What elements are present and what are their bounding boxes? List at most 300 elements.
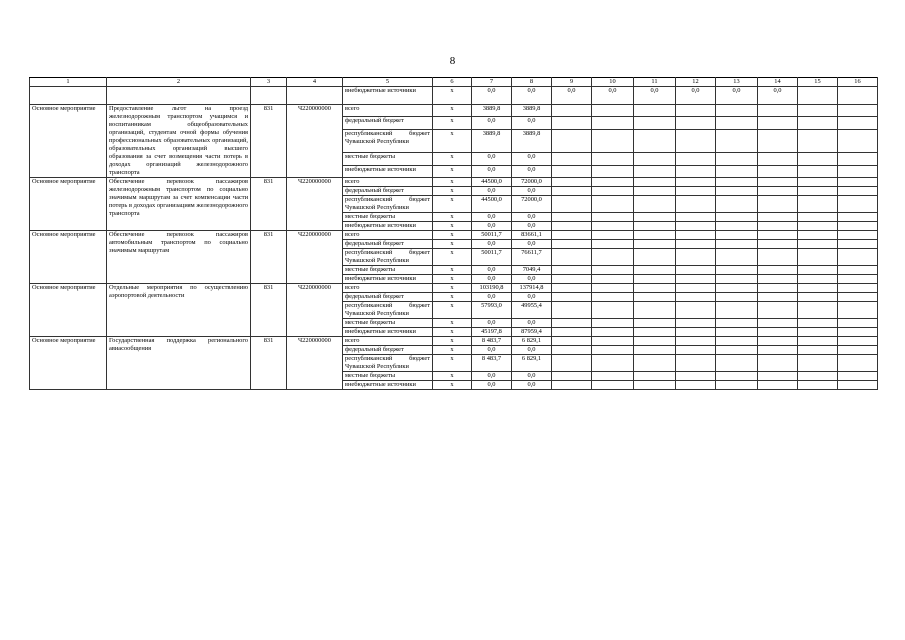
empty-cell [592, 319, 634, 328]
cell-x: x [433, 165, 472, 177]
empty-cell [592, 302, 634, 319]
value-cell: 0,0 [512, 346, 552, 355]
header-row [30, 78, 878, 87]
cell-x: x [433, 355, 472, 372]
empty-cell [592, 165, 634, 177]
empty-cell [676, 178, 716, 187]
value-cell: 0,0 [512, 153, 552, 165]
empty-cell [552, 337, 592, 346]
measure-name: Отдельные мероприятия по осуществлению аэропортовой деятельности [107, 284, 251, 337]
cell-x: x [433, 196, 472, 213]
empty-cell [676, 337, 716, 346]
empty-cell [552, 328, 592, 337]
empty-cell [552, 153, 592, 165]
empty-cell [798, 284, 838, 293]
column-header: 2 [107, 78, 251, 87]
empty-cell [798, 328, 838, 337]
funding-source: всего [343, 178, 433, 187]
empty-cell [716, 129, 758, 152]
column-header: 7 [472, 78, 512, 87]
cell-x: x [433, 284, 472, 293]
empty-cell [798, 165, 838, 177]
cell-x: x [433, 346, 472, 355]
table-row [30, 231, 878, 240]
table-body [30, 78, 878, 390]
empty-cell [592, 355, 634, 372]
empty-cell [676, 153, 716, 165]
cell-x: x [433, 117, 472, 129]
budget-code: Ч220000000 [287, 231, 343, 284]
funding-source: республиканский бюджет Чувашской Республики [343, 129, 433, 152]
empty-cell [798, 153, 838, 165]
table-row [30, 178, 878, 187]
value-cell: 8 483,7 [472, 355, 512, 372]
empty-cell [758, 196, 798, 213]
empty-cell [676, 117, 716, 129]
value-cell: 6 829,1 [512, 355, 552, 372]
empty-cell [838, 346, 878, 355]
empty-cell [838, 196, 878, 213]
cell-x: x [433, 213, 472, 222]
empty-cell [634, 284, 676, 293]
budget-code: Ч220000000 [287, 105, 343, 178]
empty-cell [552, 319, 592, 328]
empty-cell [798, 105, 838, 117]
empty-cell [592, 293, 634, 302]
value-cell: 3889,8 [512, 129, 552, 152]
empty-cell [676, 165, 716, 177]
empty-cell [798, 240, 838, 249]
value-cell: 8 483,7 [472, 337, 512, 346]
page-number: 8 [449, 55, 456, 67]
measure-name: Обеспечение перевозок пассажиров железнодорожным транспортом по социально значимым маршрутам за счет компенсации части потерь в доходах организациям железнодорожного транспорта [107, 178, 251, 231]
empty-cell [838, 302, 878, 319]
funding-source: местные бюджеты [343, 372, 433, 381]
empty-cell [838, 153, 878, 165]
empty-cell [716, 240, 758, 249]
empty-cell [592, 240, 634, 249]
empty-cell [634, 153, 676, 165]
table-row [30, 105, 878, 117]
value-cell: 45197,8 [472, 328, 512, 337]
measure-name: Государственная поддержка регионального авиасообщения [107, 337, 251, 390]
empty-cell [634, 328, 676, 337]
cell-x: x [433, 275, 472, 284]
value-cell [838, 87, 878, 105]
empty-cell [716, 187, 758, 196]
value-cell: 83661,1 [512, 231, 552, 240]
empty-cell [592, 275, 634, 284]
empty-cell [552, 293, 592, 302]
empty-cell [634, 275, 676, 284]
empty-cell [552, 284, 592, 293]
empty-cell [716, 337, 758, 346]
empty-cell [758, 249, 798, 266]
cell-x: x [433, 266, 472, 275]
column-header: 13 [716, 78, 758, 87]
value-cell: 0,0 [512, 213, 552, 222]
empty-cell [716, 153, 758, 165]
budget-code: Ч220000000 [287, 337, 343, 390]
empty-cell [676, 240, 716, 249]
empty-cell [798, 231, 838, 240]
empty-cell [552, 249, 592, 266]
empty-cell [798, 266, 838, 275]
funding-source: внебюджетные источники [343, 165, 433, 177]
empty-cell [592, 222, 634, 231]
empty-cell [758, 275, 798, 284]
empty-cell [592, 196, 634, 213]
empty-cell [251, 87, 287, 105]
empty-cell [592, 129, 634, 152]
funding-source: федеральный бюджет [343, 240, 433, 249]
table-row [30, 87, 878, 105]
grbs-code: 831 [251, 231, 287, 284]
empty-cell [758, 231, 798, 240]
empty-cell [592, 266, 634, 275]
empty-cell [716, 165, 758, 177]
empty-cell [634, 231, 676, 240]
empty-cell [592, 337, 634, 346]
value-cell: 0,0 [592, 87, 634, 105]
empty-cell [798, 302, 838, 319]
empty-cell [758, 178, 798, 187]
program-financing-table [29, 77, 878, 390]
empty-cell [838, 275, 878, 284]
cell-x: x [433, 187, 472, 196]
empty-cell [552, 187, 592, 196]
grbs-code: 831 [251, 337, 287, 390]
value-cell: 0,0 [512, 187, 552, 196]
value-cell: 0,0 [716, 87, 758, 105]
empty-cell [838, 319, 878, 328]
empty-cell [716, 284, 758, 293]
empty-cell [634, 381, 676, 390]
cell-x: x [433, 231, 472, 240]
value-cell [798, 87, 838, 105]
empty-cell [676, 381, 716, 390]
value-cell: 3889,8 [512, 105, 552, 117]
measure-name: Предоставление льгот на проезд железнодорожным транспортом учащимся и воспитанникам общеобразовательных организаций, студентам очной формы обучения профессиональных образовательных организаций, образовательных организаций высшего образования за счет возмещения части потерь в доходах организаций железнодорожного транспорта [107, 105, 251, 178]
value-cell: 0,0 [512, 240, 552, 249]
value-cell: 0,0 [472, 213, 512, 222]
column-header: 1 [30, 78, 107, 87]
empty-cell [676, 196, 716, 213]
column-header: 8 [512, 78, 552, 87]
empty-cell [758, 337, 798, 346]
column-header: 15 [798, 78, 838, 87]
empty-cell [592, 381, 634, 390]
empty-cell [798, 129, 838, 152]
column-header: 9 [552, 78, 592, 87]
measure-type: Основное мероприятие [30, 231, 107, 284]
empty-cell [838, 337, 878, 346]
empty-cell [716, 346, 758, 355]
value-cell: 0,0 [512, 165, 552, 177]
empty-cell [838, 293, 878, 302]
value-cell: 0,0 [552, 87, 592, 105]
empty-cell [838, 284, 878, 293]
funding-source: федеральный бюджет [343, 117, 433, 129]
empty-cell [798, 337, 838, 346]
cell-x: x [433, 105, 472, 117]
empty-cell [838, 231, 878, 240]
empty-cell [758, 284, 798, 293]
empty-cell [716, 249, 758, 266]
empty-cell [798, 355, 838, 372]
empty-cell [716, 222, 758, 231]
funding-source: внебюджетные источники [343, 275, 433, 284]
funding-source: местные бюджеты [343, 266, 433, 275]
column-header: 5 [343, 78, 433, 87]
column-header: 6 [433, 78, 472, 87]
cell-x: x [433, 328, 472, 337]
value-cell: 50011,7 [472, 231, 512, 240]
empty-cell [798, 178, 838, 187]
empty-cell [552, 240, 592, 249]
cell-x: x [433, 240, 472, 249]
empty-cell [838, 222, 878, 231]
cell-x: x [433, 319, 472, 328]
column-header: 3 [251, 78, 287, 87]
empty-cell [798, 213, 838, 222]
empty-cell [592, 231, 634, 240]
empty-cell [592, 213, 634, 222]
empty-cell [676, 231, 716, 240]
empty-cell [676, 249, 716, 266]
empty-cell [758, 117, 798, 129]
value-cell: 0,0 [512, 381, 552, 390]
empty-cell [634, 346, 676, 355]
value-cell: 0,0 [512, 372, 552, 381]
empty-cell [676, 346, 716, 355]
empty-cell [592, 249, 634, 266]
empty-cell [716, 302, 758, 319]
column-header: 14 [758, 78, 798, 87]
value-cell: 49955,4 [512, 302, 552, 319]
empty-cell [798, 187, 838, 196]
empty-cell [592, 284, 634, 293]
empty-cell [716, 372, 758, 381]
empty-cell [798, 196, 838, 213]
funding-source: местные бюджеты [343, 319, 433, 328]
value-cell: 0,0 [472, 372, 512, 381]
empty-cell [552, 196, 592, 213]
empty-cell [676, 213, 716, 222]
empty-cell [634, 213, 676, 222]
cell-x: x [433, 87, 472, 105]
value-cell: 7049,4 [512, 266, 552, 275]
empty-cell [552, 355, 592, 372]
empty-cell [838, 249, 878, 266]
cell-x: x [433, 302, 472, 319]
empty-cell [676, 105, 716, 117]
empty-cell [676, 187, 716, 196]
table-row [30, 284, 878, 293]
value-cell: 87959,4 [512, 328, 552, 337]
value-cell: 0,0 [472, 381, 512, 390]
empty-cell [838, 165, 878, 177]
value-cell: 72000,0 [512, 178, 552, 187]
funding-source: внебюджетные источники [343, 87, 433, 105]
empty-cell [676, 355, 716, 372]
column-header: 11 [634, 78, 676, 87]
value-cell: 0,0 [472, 165, 512, 177]
empty-cell [758, 319, 798, 328]
funding-source: всего [343, 284, 433, 293]
empty-cell [634, 117, 676, 129]
empty-cell [716, 196, 758, 213]
empty-cell [716, 293, 758, 302]
value-cell: 0,0 [472, 117, 512, 129]
empty-cell [758, 105, 798, 117]
empty-cell [592, 328, 634, 337]
empty-cell [758, 213, 798, 222]
budget-code: Ч220000000 [287, 284, 343, 337]
grbs-code: 831 [251, 284, 287, 337]
funding-source: федеральный бюджет [343, 293, 433, 302]
empty-cell [758, 129, 798, 152]
empty-cell [716, 178, 758, 187]
empty-cell [838, 117, 878, 129]
empty-cell [838, 178, 878, 187]
empty-cell [634, 105, 676, 117]
value-cell: 0,0 [472, 266, 512, 275]
value-cell: 3889,8 [472, 105, 512, 117]
value-cell: 0,0 [472, 346, 512, 355]
empty-cell [838, 355, 878, 372]
empty-cell [676, 222, 716, 231]
cell-x: x [433, 293, 472, 302]
empty-cell [676, 129, 716, 152]
empty-cell [552, 372, 592, 381]
empty-cell [798, 117, 838, 129]
empty-cell [634, 187, 676, 196]
empty-cell [676, 328, 716, 337]
funding-source: республиканский бюджет Чувашской Республики [343, 355, 433, 372]
cell-x: x [433, 153, 472, 165]
empty-cell [634, 165, 676, 177]
table-row [30, 337, 878, 346]
empty-cell [676, 266, 716, 275]
column-header: 4 [287, 78, 343, 87]
empty-cell [552, 266, 592, 275]
empty-cell [676, 284, 716, 293]
measure-type: Основное мероприятие [30, 284, 107, 337]
empty-cell [552, 105, 592, 117]
empty-cell [634, 293, 676, 302]
empty-cell [592, 187, 634, 196]
empty-cell [592, 153, 634, 165]
empty-cell [676, 319, 716, 328]
empty-cell [716, 328, 758, 337]
empty-cell [552, 231, 592, 240]
empty-cell [758, 372, 798, 381]
empty-cell [716, 355, 758, 372]
value-cell: 0,0 [472, 293, 512, 302]
cell-x: x [433, 129, 472, 152]
empty-cell [838, 372, 878, 381]
value-cell: 0,0 [472, 222, 512, 231]
empty-cell [798, 346, 838, 355]
empty-cell [798, 319, 838, 328]
empty-cell [287, 87, 343, 105]
empty-cell [634, 355, 676, 372]
empty-cell [634, 129, 676, 152]
value-cell: 3889,8 [472, 129, 512, 152]
value-cell: 72000,0 [512, 196, 552, 213]
value-cell: 0,0 [512, 293, 552, 302]
empty-cell [592, 117, 634, 129]
cell-x: x [433, 178, 472, 187]
empty-cell [838, 381, 878, 390]
empty-cell [107, 87, 251, 105]
empty-cell [838, 129, 878, 152]
column-header: 12 [676, 78, 716, 87]
value-cell: 103190,8 [472, 284, 512, 293]
funding-source: республиканский бюджет Чувашской Республики [343, 196, 433, 213]
funding-source: республиканский бюджет Чувашской Республики [343, 302, 433, 319]
empty-cell [552, 381, 592, 390]
value-cell: 44500,0 [472, 196, 512, 213]
empty-cell [716, 266, 758, 275]
empty-cell [552, 117, 592, 129]
empty-cell [552, 302, 592, 319]
empty-cell [716, 319, 758, 328]
empty-cell [798, 222, 838, 231]
funding-source: внебюджетные источники [343, 328, 433, 337]
column-header: 16 [838, 78, 878, 87]
empty-cell [758, 266, 798, 275]
funding-source: местные бюджеты [343, 153, 433, 165]
value-cell: 57993,0 [472, 302, 512, 319]
empty-cell [676, 302, 716, 319]
empty-cell [758, 346, 798, 355]
empty-cell [676, 275, 716, 284]
empty-cell [634, 372, 676, 381]
empty-cell [716, 117, 758, 129]
measure-type: Основное мероприятие [30, 337, 107, 390]
empty-cell [592, 372, 634, 381]
value-cell: 0,0 [512, 275, 552, 284]
empty-cell [838, 328, 878, 337]
value-cell: 0,0 [472, 153, 512, 165]
column-header: 10 [592, 78, 634, 87]
value-cell: 0,0 [472, 240, 512, 249]
empty-cell [798, 381, 838, 390]
funding-source: внебюджетные источники [343, 222, 433, 231]
value-cell: 0,0 [512, 87, 552, 105]
value-cell: 0,0 [472, 275, 512, 284]
cell-x: x [433, 381, 472, 390]
empty-cell [634, 337, 676, 346]
value-cell: 0,0 [676, 87, 716, 105]
empty-cell [758, 355, 798, 372]
measure-type: Основное мероприятие [30, 105, 107, 178]
value-cell: 0,0 [472, 87, 512, 105]
value-cell: 0,0 [634, 87, 676, 105]
empty-cell [758, 153, 798, 165]
empty-cell [592, 178, 634, 187]
value-cell: 6 829,1 [512, 337, 552, 346]
empty-cell [716, 231, 758, 240]
empty-cell [592, 105, 634, 117]
empty-cell [758, 293, 798, 302]
empty-cell [552, 213, 592, 222]
empty-cell [634, 178, 676, 187]
measure-name: Обеспечение перевозок пассажиров автомобильным транспортом по социально значимым маршрутам [107, 231, 251, 284]
empty-cell [758, 222, 798, 231]
